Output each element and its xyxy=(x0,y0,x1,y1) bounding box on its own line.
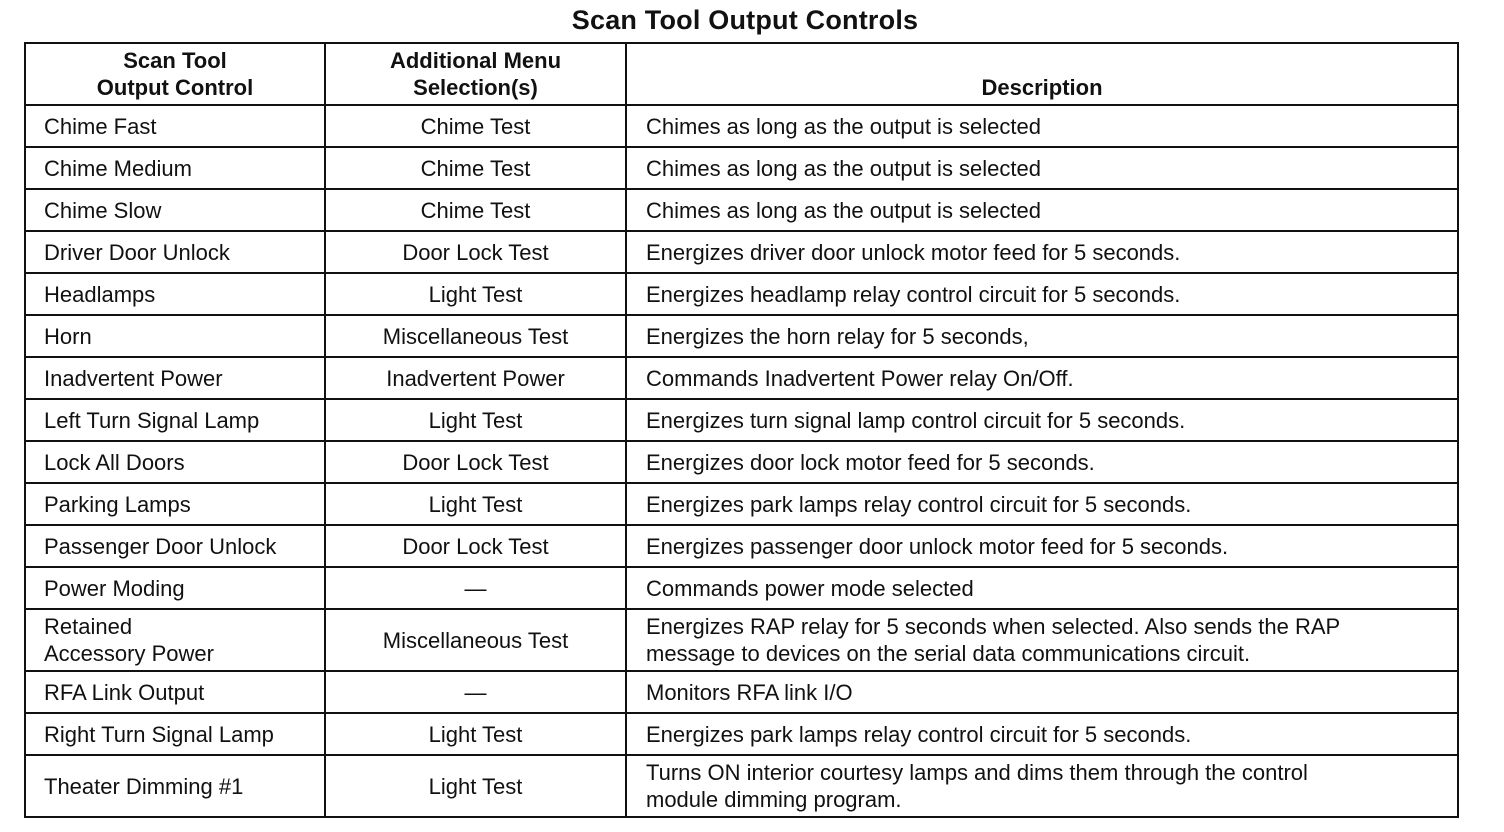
description-cell-line: Chimes as long as the output is selected xyxy=(646,155,1042,181)
output-control-cell-line: Power Moding xyxy=(44,575,185,601)
output-control-cell xyxy=(25,713,325,755)
description-cell-line: Energizes door lock motor feed for 5 seconds. xyxy=(646,449,1095,475)
menu-selection-cell: Chime Test xyxy=(325,147,626,189)
output-control-cell xyxy=(25,315,325,357)
header-output-control xyxy=(25,43,325,105)
output-control-cell xyxy=(25,525,325,567)
description-cell-line: message to devices on the serial data communications circuit. xyxy=(646,641,1251,666)
description-cell xyxy=(626,315,1458,357)
menu-selection-cell: Chime Test xyxy=(325,105,626,147)
description-cell xyxy=(626,231,1458,273)
description-cell-line: module dimming program. xyxy=(646,787,902,812)
output-control-cell xyxy=(25,755,325,817)
output-control-cell-line: Driver Door Unlock xyxy=(44,239,230,265)
description-cell xyxy=(626,273,1458,315)
output-control-cell-line: Parking Lamps xyxy=(44,491,191,517)
output-control-cell-line: Chime Medium xyxy=(44,155,192,181)
page-title: Scan Tool Output Controls xyxy=(571,5,919,35)
description-cell-line: Commands Inadvertent Power relay On/Off. xyxy=(646,365,1074,391)
header-description: Description xyxy=(626,43,1458,105)
table-row xyxy=(25,713,1458,755)
output-control-cell-line: Chime Fast xyxy=(44,113,157,139)
table-row xyxy=(25,357,1458,399)
description-cell xyxy=(626,357,1458,399)
header-output-control-line1: Scan Tool xyxy=(123,48,227,73)
output-control-cell-line: Inadvertent Power xyxy=(44,365,223,391)
menu-selection-cell: Miscellaneous Test xyxy=(325,315,626,357)
description-cell-line: Commands power mode selected xyxy=(646,575,974,601)
output-control-cell xyxy=(25,357,325,399)
description-cell xyxy=(626,525,1458,567)
description-cell xyxy=(626,189,1458,231)
output-control-cell xyxy=(25,609,325,671)
menu-selection-cell: Chime Test xyxy=(325,189,626,231)
description-cell-line: Energizes park lamps relay control circuit for 5 seconds. xyxy=(646,721,1192,747)
output-control-cell xyxy=(25,105,325,147)
output-control-cell-line: Right Turn Signal Lamp xyxy=(44,721,274,747)
menu-selection-cell: Light Test xyxy=(325,755,626,817)
description-cell-line: Energizes headlamp relay control circuit for 5 seconds. xyxy=(646,281,1181,307)
output-control-cell-line: Horn xyxy=(44,323,92,349)
output-control-cell xyxy=(25,671,325,713)
table-row xyxy=(25,147,1458,189)
menu-selection-cell: Door Lock Test xyxy=(325,231,626,273)
table-row xyxy=(25,609,1458,671)
description-cell xyxy=(626,713,1458,755)
output-control-cell-line: Passenger Door Unlock xyxy=(44,533,277,559)
description-cell-line: Chimes as long as the output is selected xyxy=(646,113,1042,139)
output-control-cell xyxy=(25,441,325,483)
description-cell-line: Turns ON interior courtesy lamps and dims them through the control xyxy=(646,760,1308,785)
header-menu-selection-line2: Selection(s) xyxy=(413,75,538,100)
output-controls-table xyxy=(24,42,1459,818)
description-cell xyxy=(626,483,1458,525)
description-cell-line: Energizes turn signal lamp control circuit for 5 seconds. xyxy=(646,407,1186,433)
description-cell-line: Monitors RFA link I/O xyxy=(646,679,853,705)
menu-selection-cell: Light Test xyxy=(325,713,626,755)
table-row xyxy=(25,567,1458,609)
description-cell xyxy=(626,441,1458,483)
output-control-cell-line: Accessory Power xyxy=(44,641,214,666)
description-cell xyxy=(626,105,1458,147)
output-control-cell xyxy=(25,231,325,273)
description-cell xyxy=(626,399,1458,441)
output-control-cell-line: Theater Dimming #1 xyxy=(44,773,244,799)
table-row xyxy=(25,273,1458,315)
description-cell-line: Energizes passenger door unlock motor feed for 5 seconds. xyxy=(646,533,1229,559)
description-cell-line: Chimes as long as the output is selected xyxy=(646,197,1042,223)
menu-selection-cell: Inadvertent Power xyxy=(325,357,626,399)
table-row xyxy=(25,483,1458,525)
output-control-cell-line: RFA Link Output xyxy=(44,679,205,705)
description-cell-line: Energizes RAP relay for 5 seconds when selected. Also sends the RAP xyxy=(646,614,1341,639)
menu-selection-cell: — xyxy=(325,671,626,713)
description-cell xyxy=(626,147,1458,189)
description-cell xyxy=(626,609,1458,671)
menu-selection-cell: Light Test xyxy=(325,483,626,525)
menu-selection-cell: Miscellaneous Test xyxy=(325,609,626,671)
description-cell xyxy=(626,567,1458,609)
table-row xyxy=(25,525,1458,567)
table-row xyxy=(25,105,1458,147)
table-row xyxy=(25,755,1458,817)
output-control-cell xyxy=(25,147,325,189)
table-row xyxy=(25,231,1458,273)
output-control-cell xyxy=(25,567,325,609)
output-control-cell xyxy=(25,399,325,441)
header-menu-selection xyxy=(325,43,626,105)
table-row xyxy=(25,189,1458,231)
output-control-cell xyxy=(25,483,325,525)
menu-selection-cell: Door Lock Test xyxy=(325,525,626,567)
table-header-row xyxy=(25,43,1458,105)
table-body xyxy=(25,105,1458,817)
output-control-cell xyxy=(25,273,325,315)
description-cell-line: Energizes park lamps relay control circuit for 5 seconds. xyxy=(646,491,1192,517)
output-control-cell-line: Chime Slow xyxy=(44,197,162,223)
menu-selection-cell: — xyxy=(325,567,626,609)
output-control-cell-line: Lock All Doors xyxy=(44,449,185,475)
description-cell-line: Energizes the horn relay for 5 seconds, xyxy=(646,323,1029,349)
menu-selection-cell: Light Test xyxy=(325,273,626,315)
menu-selection-cell: Light Test xyxy=(325,399,626,441)
description-cell xyxy=(626,755,1458,817)
menu-selection-cell: Door Lock Test xyxy=(325,441,626,483)
description-cell xyxy=(626,671,1458,713)
table-row xyxy=(25,441,1458,483)
table-row xyxy=(25,399,1458,441)
header-output-control-line2: Output Control xyxy=(96,75,254,100)
output-control-cell-line: Headlamps xyxy=(44,281,156,307)
table-row xyxy=(25,315,1458,357)
table-row xyxy=(25,671,1458,713)
header-menu-selection-line1: Additional Menu xyxy=(389,48,562,73)
output-control-cell xyxy=(25,189,325,231)
output-control-cell-line: Left Turn Signal Lamp xyxy=(44,407,260,433)
description-cell-line: Energizes driver door unlock motor feed for 5 seconds. xyxy=(646,239,1181,265)
output-control-cell-line: Retained xyxy=(44,614,133,639)
